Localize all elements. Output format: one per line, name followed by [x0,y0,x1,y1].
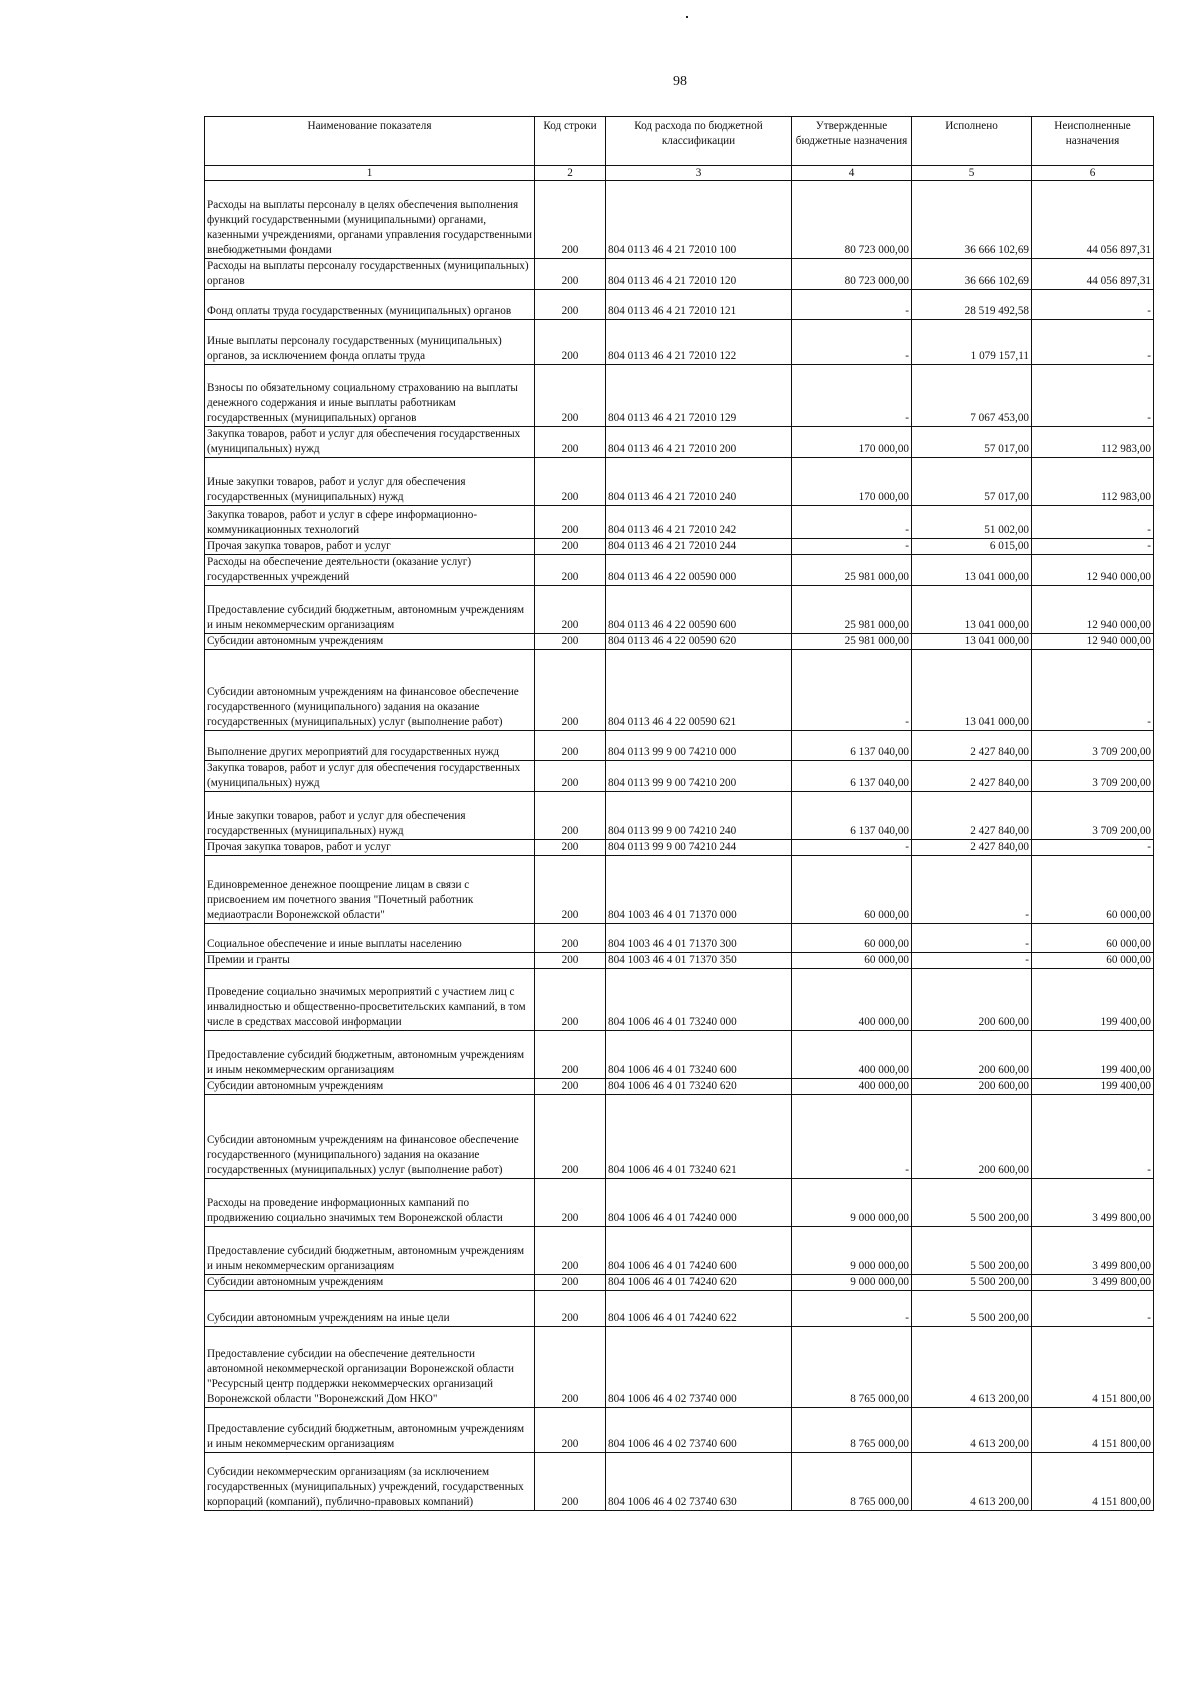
indicator-name: Субсидии автономным учреждениям на иные цели [205,1291,535,1327]
executed-amount: 5 500 200,00 [912,1227,1032,1275]
table-row [205,506,1154,539]
budget-code: 804 0113 46 4 21 72010 121 [606,290,792,320]
indicator-name: Расходы на обеспечение деятельности (оказание услуг) государственных учреждений [205,555,535,586]
approved-amount: 170 000,00 [792,458,912,506]
line-code: 200 [535,555,606,586]
approved-amount: 400 000,00 [792,1031,912,1079]
line-code: 200 [535,365,606,427]
table-row [205,761,1154,792]
executed-amount: 4 613 200,00 [912,1453,1032,1511]
table-row [205,1453,1154,1511]
indicator-name: Иные выплаты персоналу государственных (муниципальных) органов, за исключением фонда оплаты труда [205,320,535,365]
line-code: 200 [535,1031,606,1079]
unexecuted-amount: 12 940 000,00 [1032,555,1154,586]
header-line-code: Код строки [535,117,606,166]
indicator-name: Фонд оплаты труда государственных (муниципальных) органов [205,290,535,320]
executed-amount: 2 427 840,00 [912,840,1032,856]
executed-amount: - [912,856,1032,924]
budget-code: 804 0113 46 4 21 72010 122 [606,320,792,365]
indicator-name: Расходы на проведение информационных кампаний по продвижению социально значимых тем Воронежской области [205,1179,535,1227]
approved-amount: 25 981 000,00 [792,555,912,586]
table-row [205,1079,1154,1095]
approved-amount: 60 000,00 [792,953,912,969]
line-code: 200 [535,1327,606,1408]
approved-amount: 25 981 000,00 [792,634,912,650]
unexecuted-amount: 112 983,00 [1032,427,1154,458]
approved-amount: 25 981 000,00 [792,586,912,634]
executed-amount: 200 600,00 [912,969,1032,1031]
line-code: 200 [535,1453,606,1511]
line-code: 200 [535,856,606,924]
indicator-name: Предоставление субсидий бюджетным, автономным учреждениям и иным некоммерческим организациям [205,586,535,634]
executed-amount: 2 427 840,00 [912,731,1032,761]
page-number: 98 [673,74,687,89]
line-code: 200 [535,458,606,506]
table-row [205,1275,1154,1291]
executed-amount: 200 600,00 [912,1031,1032,1079]
line-code: 200 [535,539,606,555]
approved-amount: 170 000,00 [792,427,912,458]
indicator-name: Предоставление субсидий бюджетным, автономным учреждениям и иным некоммерческим организациям [205,1227,535,1275]
indicator-name: Субсидии некоммерческим организациям (за исключением государственных (муниципальных) учреждений, государственных корпораций (компаний), публично-правовых компаний) [205,1453,535,1511]
indicator-name: Закупка товаров, работ и услуг в сфере информационно-коммуникационных технологий [205,506,535,539]
unexecuted-amount: - [1032,506,1154,539]
unexecuted-amount: 60 000,00 [1032,856,1154,924]
line-code: 200 [535,1408,606,1453]
budget-code: 804 1003 46 4 01 71370 350 [606,953,792,969]
approved-amount: 8 765 000,00 [792,1453,912,1511]
executed-amount: 28 519 492,58 [912,290,1032,320]
indicator-name: Иные закупки товаров, работ и услуг для обеспечения государственных (муниципальных) нужд [205,792,535,840]
header-budget-code: Код расхода по бюджетной классификации [606,117,792,166]
scan-speck [686,16,688,18]
unexecuted-amount: - [1032,1095,1154,1179]
executed-amount: 200 600,00 [912,1079,1032,1095]
budget-code: 804 1006 46 4 01 74240 622 [606,1291,792,1327]
unexecuted-amount: 3 709 200,00 [1032,792,1154,840]
approved-amount: - [792,650,912,731]
line-code: 200 [535,840,606,856]
header-unexecuted: Неисполненные назначения [1032,117,1154,166]
column-number: 3 [606,166,792,181]
table-row [205,458,1154,506]
approved-amount: 400 000,00 [792,1079,912,1095]
unexecuted-amount: - [1032,290,1154,320]
approved-amount: 9 000 000,00 [792,1227,912,1275]
approved-amount: - [792,1095,912,1179]
table-row [205,320,1154,365]
unexecuted-amount: - [1032,840,1154,856]
line-code: 200 [535,1079,606,1095]
table-row [205,1031,1154,1079]
indicator-name: Закупка товаров, работ и услуг для обеспечения государственных (муниципальных) нужд [205,761,535,792]
line-code: 200 [535,320,606,365]
budget-code: 804 0113 46 4 21 72010 120 [606,259,792,290]
unexecuted-amount: 3 709 200,00 [1032,731,1154,761]
column-number: 1 [205,166,535,181]
line-code: 200 [535,792,606,840]
unexecuted-amount: 44 056 897,31 [1032,259,1154,290]
indicator-name: Предоставление субсидий бюджетным, автономным учреждениям и иным некоммерческим организациям [205,1408,535,1453]
table-header-row [205,117,1154,166]
line-code: 200 [535,1095,606,1179]
column-number: 4 [792,166,912,181]
unexecuted-amount: 44 056 897,31 [1032,181,1154,259]
executed-amount: 57 017,00 [912,427,1032,458]
executed-amount: 5 500 200,00 [912,1179,1032,1227]
executed-amount: 13 041 000,00 [912,586,1032,634]
approved-amount: - [792,290,912,320]
indicator-name: Предоставление субсидии на обеспечение деятельности автономной некоммерческой организации Воронежской области "Ресурсный центр поддержки некоммерческих организаций Воронежской области "Воронежский Дом НКО" [205,1327,535,1408]
executed-amount: 57 017,00 [912,458,1032,506]
indicator-name: Субсидии автономным учреждениям на финансовое обеспечение государственного (муниципального) задания на оказание государственных (муниципальных) услуг (выполнение работ) [205,1095,535,1179]
approved-amount: 9 000 000,00 [792,1179,912,1227]
budget-code: 804 1006 46 4 01 74240 600 [606,1227,792,1275]
table-row [205,181,1154,259]
approved-amount: 6 137 040,00 [792,761,912,792]
indicator-name: Премии и гранты [205,953,535,969]
table-row [205,259,1154,290]
approved-amount: - [792,320,912,365]
executed-amount: 13 041 000,00 [912,634,1032,650]
line-code: 200 [535,650,606,731]
approved-amount: 9 000 000,00 [792,1275,912,1291]
line-code: 200 [535,969,606,1031]
indicator-name: Прочая закупка товаров, работ и услуг [205,840,535,856]
executed-amount: 5 500 200,00 [912,1275,1032,1291]
line-code: 200 [535,259,606,290]
column-number: 2 [535,166,606,181]
unexecuted-amount: 60 000,00 [1032,924,1154,953]
table-row [205,856,1154,924]
budget-code: 804 0113 46 4 21 72010 240 [606,458,792,506]
budget-execution-table [204,116,1154,1511]
unexecuted-amount: - [1032,650,1154,731]
table-row [205,840,1154,856]
line-code: 200 [535,1227,606,1275]
approved-amount: - [792,539,912,555]
table-row [205,1327,1154,1408]
indicator-name: Единовременное денежное поощрение лицам в связи с присвоением им почетного звания "Почетный работник медиаотрасли Воронежской области" [205,856,535,924]
budget-code: 804 0113 99 9 00 74210 000 [606,731,792,761]
approved-amount: - [792,365,912,427]
indicator-name: Предоставление субсидий бюджетным, автономным учреждениям и иным некоммерческим организациям [205,1031,535,1079]
line-code: 200 [535,1179,606,1227]
indicator-name: Закупка товаров, работ и услуг для обеспечения государственных (муниципальных) нужд [205,427,535,458]
table-row [205,586,1154,634]
executed-amount: 1 079 157,11 [912,320,1032,365]
line-code: 200 [535,427,606,458]
table-body [205,181,1154,1511]
executed-amount: 4 613 200,00 [912,1327,1032,1408]
approved-amount: 6 137 040,00 [792,731,912,761]
approved-amount: 60 000,00 [792,924,912,953]
budget-code: 804 0113 46 4 21 72010 200 [606,427,792,458]
table-row [205,539,1154,555]
line-code: 200 [535,924,606,953]
unexecuted-amount: - [1032,365,1154,427]
budget-code: 804 1006 46 4 02 73740 600 [606,1408,792,1453]
approved-amount: 80 723 000,00 [792,181,912,259]
unexecuted-amount: 60 000,00 [1032,953,1154,969]
table-row [205,1291,1154,1327]
indicator-name: Расходы на выплаты персоналу государственных (муниципальных) органов [205,259,535,290]
unexecuted-amount: 199 400,00 [1032,1079,1154,1095]
line-code: 200 [535,586,606,634]
budget-code: 804 1006 46 4 02 73740 630 [606,1453,792,1511]
executed-amount: 200 600,00 [912,1095,1032,1179]
budget-code: 804 0113 46 4 21 72010 242 [606,506,792,539]
table-row [205,1179,1154,1227]
indicator-name: Субсидии автономным учреждениям [205,1079,535,1095]
budget-code: 804 1006 46 4 01 74240 000 [606,1179,792,1227]
table-row [205,634,1154,650]
budget-code: 804 0113 46 4 22 00590 620 [606,634,792,650]
table-row [205,555,1154,586]
table-row [205,924,1154,953]
line-code: 200 [535,761,606,792]
executed-amount: 2 427 840,00 [912,761,1032,792]
budget-code: 804 0113 46 4 21 72010 244 [606,539,792,555]
executed-amount: 7 067 453,00 [912,365,1032,427]
executed-amount: 4 613 200,00 [912,1408,1032,1453]
indicator-name: Субсидии автономным учреждениям [205,634,535,650]
indicator-name: Выполнение других мероприятий для государственных нужд [205,731,535,761]
indicator-name: Субсидии автономным учреждениям на финансовое обеспечение государственного (муниципального) задания на оказание государственных (муниципальных) услуг (выполнение работ) [205,650,535,731]
table-row [205,792,1154,840]
indicator-name: Прочая закупка товаров, работ и услуг [205,539,535,555]
table-row [205,650,1154,731]
executed-amount: 36 666 102,69 [912,181,1032,259]
indicator-name: Социальное обеспечение и иные выплаты населению [205,924,535,953]
executed-amount: 5 500 200,00 [912,1291,1032,1327]
table-row [205,1227,1154,1275]
executed-amount: 36 666 102,69 [912,259,1032,290]
approved-amount: - [792,506,912,539]
indicator-name: Иные закупки товаров, работ и услуг для обеспечения государственных (муниципальных) нужд [205,458,535,506]
header-approved: Утвержденные бюджетные назначения [792,117,912,166]
table-row [205,1095,1154,1179]
budget-code: 804 0113 46 4 22 00590 621 [606,650,792,731]
indicator-name: Расходы на выплаты персоналу в целях обеспечения выполнения функций государственными (муниципальными) органами, казенными учреждениями, органами управления государственными внебюджетными фондами [205,181,535,259]
budget-code: 804 1006 46 4 01 74240 620 [606,1275,792,1291]
unexecuted-amount: 4 151 800,00 [1032,1408,1154,1453]
table-row [205,427,1154,458]
table-row [205,365,1154,427]
unexecuted-amount: 199 400,00 [1032,1031,1154,1079]
budget-code: 804 1006 46 4 01 73240 620 [606,1079,792,1095]
approved-amount: 80 723 000,00 [792,259,912,290]
executed-amount: 2 427 840,00 [912,792,1032,840]
line-code: 200 [535,953,606,969]
approved-amount: 8 765 000,00 [792,1327,912,1408]
unexecuted-amount: 3 499 800,00 [1032,1179,1154,1227]
line-code: 200 [535,1275,606,1291]
unexecuted-amount: 199 400,00 [1032,969,1154,1031]
budget-code: 804 1003 46 4 01 71370 000 [606,856,792,924]
budget-code: 804 0113 46 4 22 00590 600 [606,586,792,634]
executed-amount: 6 015,00 [912,539,1032,555]
table-row [205,290,1154,320]
header-indicator-name: Наименование показателя [205,117,535,166]
unexecuted-amount: 3 499 800,00 [1032,1275,1154,1291]
table-row [205,1408,1154,1453]
budget-code: 804 0113 46 4 21 72010 100 [606,181,792,259]
column-number-row [205,166,1154,181]
line-code: 200 [535,290,606,320]
line-code: 200 [535,731,606,761]
unexecuted-amount: 3 709 200,00 [1032,761,1154,792]
approved-amount: 60 000,00 [792,856,912,924]
unexecuted-amount: 112 983,00 [1032,458,1154,506]
approved-amount: - [792,840,912,856]
line-code: 200 [535,634,606,650]
indicator-name: Субсидии автономным учреждениям [205,1275,535,1291]
unexecuted-amount: 4 151 800,00 [1032,1327,1154,1408]
indicator-name: Взносы по обязательному социальному страхованию на выплаты денежного содержания и иные выплаты работникам государственных (муниципальных) органов [205,365,535,427]
column-number: 5 [912,166,1032,181]
table-row [205,969,1154,1031]
executed-amount: - [912,953,1032,969]
budget-code: 804 0113 99 9 00 74210 240 [606,792,792,840]
table-row [205,953,1154,969]
approved-amount: 400 000,00 [792,969,912,1031]
unexecuted-amount: 12 940 000,00 [1032,634,1154,650]
budget-code: 804 1006 46 4 01 73240 600 [606,1031,792,1079]
budget-code: 804 0113 46 4 22 00590 000 [606,555,792,586]
unexecuted-amount: 3 499 800,00 [1032,1227,1154,1275]
unexecuted-amount: 4 151 800,00 [1032,1453,1154,1511]
table-row [205,731,1154,761]
budget-code: 804 1006 46 4 01 73240 000 [606,969,792,1031]
budget-code: 804 0113 46 4 21 72010 129 [606,365,792,427]
line-code: 200 [535,1291,606,1327]
budget-code: 804 0113 99 9 00 74210 200 [606,761,792,792]
executed-amount: - [912,924,1032,953]
executed-amount: 13 041 000,00 [912,650,1032,731]
budget-code: 804 1006 46 4 02 73740 000 [606,1327,792,1408]
unexecuted-amount: - [1032,1291,1154,1327]
unexecuted-amount: - [1032,539,1154,555]
budget-code: 804 0113 99 9 00 74210 244 [606,840,792,856]
approved-amount: 6 137 040,00 [792,792,912,840]
indicator-name: Проведение социально значимых мероприятий с участием лиц с инвалидностью и общественно-просветительских кампаний, в том числе в средствах массовой информации [205,969,535,1031]
budget-code: 804 1003 46 4 01 71370 300 [606,924,792,953]
header-executed: Исполнено [912,117,1032,166]
approved-amount: - [792,1291,912,1327]
executed-amount: 51 002,00 [912,506,1032,539]
line-code: 200 [535,181,606,259]
unexecuted-amount: - [1032,320,1154,365]
executed-amount: 13 041 000,00 [912,555,1032,586]
column-number: 6 [1032,166,1154,181]
line-code: 200 [535,506,606,539]
unexecuted-amount: 12 940 000,00 [1032,586,1154,634]
approved-amount: 8 765 000,00 [792,1408,912,1453]
budget-code: 804 1006 46 4 01 73240 621 [606,1095,792,1179]
